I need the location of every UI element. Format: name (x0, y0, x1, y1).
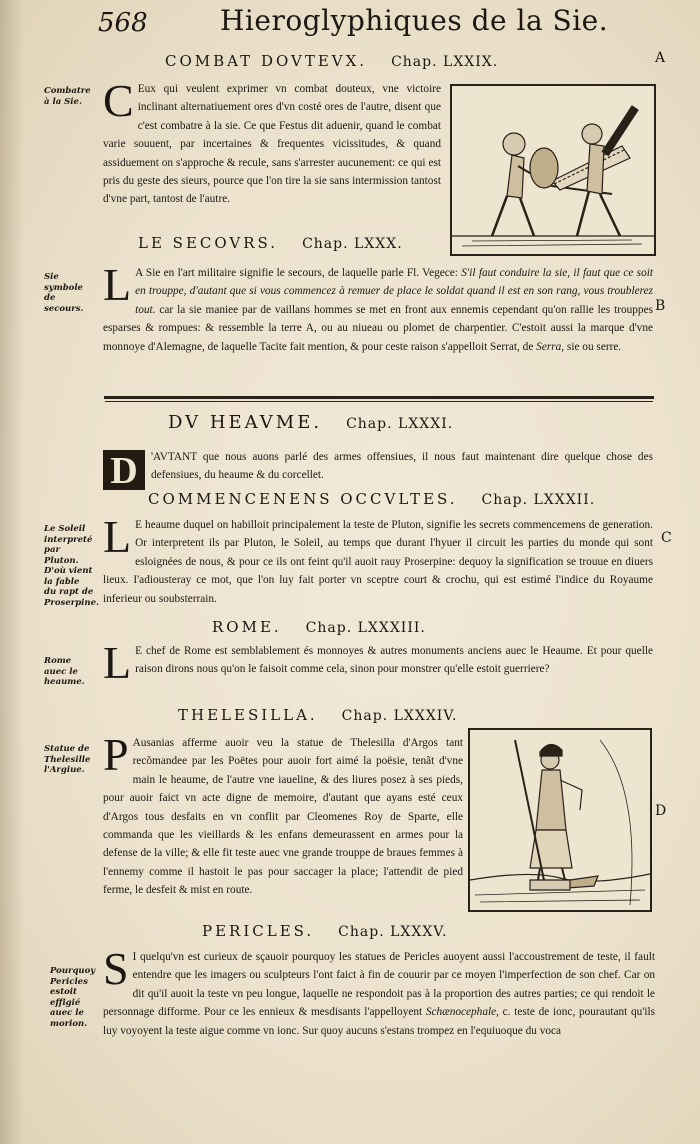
margin-note-secours: Sie symbole de secours. (44, 272, 84, 314)
paragraph-text: Eux qui veulent exprimer vn combat douteux, vne victoire inclinant alternatiuement ores d'vn costé ores de l'autre, disent que c'est combatre à la sie. Ce que Festus dit aduenir, quand le combat varie souuent, par incertaines & frequentes vicissitudes, & quand assiduement on s'approche & recule, sans s'arrester aucunement: ce qui est pris du geste des sieurs, pource que l'on tire la sie sans intermission tantost d'vne part, tantost de l'autre. (103, 83, 441, 206)
letter-mark-c: C (661, 530, 672, 546)
section-title: COMBAT DOVTEVX. (165, 52, 368, 70)
margin-note-thelesilla: Statue de Thelesille l'Argiue. (44, 744, 91, 775)
paragraph-text: E heaume duquel on habilloit principalement la teste de Pluton, signifie les secrets commencemens de generation. Or interpretent ils par Pluton, le Soleil, au temps que durant l'hyuer il circuit les parties du monde qui sont esloignées de nous, & pour ce ils ont feint qu'il auoit rauy Proserpine: dequoy la signification se trouue en diuers lieux. I'adiousteray ce mot, que l'on luy fait porter vn sceptre court & crochu, qui est estimé l'indice du Royaume inferieur ou soubsterrain. (103, 519, 653, 605)
paragraph-text: Ausanias afferme auoir veu la statue de Thelesilla d'Argos tant recõmandee par les Poëtes pour auoir fort aimé la poësie, tenãt d'vne main le heaume, de l'autre vne iaueline, & des liures posez à ses pieds, pour auoir faict vn acte digne de memoire, d'autant que ayans esté ceux d'Argos tous desfaits en vn conflit par Cleomenes Roy de Sparte, elle commanda que les vieillards & les enfans demeurassent en armes pour la defense de la ville; & elle fit teste auec vne grande trouppe de braues femmes à l'ennemy comme il hastoit le pas pour saccager la place; l'attendit de pied ferme, le desfeit & mist en route. (103, 737, 463, 897)
paragraph-text-2: , c. teste de ionc, pourautant qu'ils luy voyoyent la teste aigue comme vn ionc. Sur quoy aucuns s'estans trompez en l'equiuoque du voca (103, 1006, 655, 1037)
section-title: ROME. (212, 618, 282, 636)
drop-cap: P (103, 729, 129, 780)
section-title: LE SECOVRS. (138, 234, 279, 252)
chapter-number: Chap. LXXXIII. (305, 620, 426, 636)
drop-cap: S (103, 943, 129, 994)
paragraph-term: Schænocephale (425, 1006, 497, 1019)
margin-note-commencemens: Le Soleil interpreté par Pluton. D'où vient la fable du rapt de Proserpine. (44, 524, 99, 608)
drop-cap: L (103, 511, 132, 562)
margin-note-pericles: Pourquoy Pericles estoit effigié auec le morion. (50, 966, 96, 1029)
page-gutter-shadow (0, 0, 24, 1144)
paragraph-heaume (103, 448, 653, 490)
running-title: Hieroglyphiques de la Sie. (220, 4, 609, 37)
drop-cap: L (103, 637, 132, 688)
letter-mark-d: D (655, 803, 667, 819)
section-heading-commencemens (148, 490, 595, 508)
paragraph-text-3: , sie ou serre. (561, 340, 622, 353)
woodcut-saw-combat-icon (450, 84, 656, 256)
paragraph-text: E chef de Rome est semblablement és monnoyes & autres monuments anciens auec le Heaume. Et pour quelle raison dirons nous qu'on le faisoit comme cela, sinon pour monstrer qu'elle estoit guerriere? (135, 645, 653, 676)
section-heading-secours (138, 234, 403, 252)
section-heading-combat (165, 52, 498, 70)
paragraph-thelesilla (103, 729, 463, 900)
paragraph-rome (103, 637, 653, 688)
chapter-number: Chap. LXXIX. (391, 54, 499, 70)
paragraph-pericles (103, 943, 655, 1040)
section-title: COMMENCENENS OCCVLTES. (148, 490, 458, 508)
section-title: DV HEAVME. (168, 412, 323, 433)
ornamental-drop-cap: D (103, 450, 145, 490)
paragraph-term: Serra (536, 340, 562, 353)
page-number: 568 (98, 8, 148, 38)
chapter-number: Chap. LXXX. (302, 236, 403, 252)
section-heading-thelesilla (178, 706, 457, 724)
section-divider (104, 396, 654, 399)
letter-mark-b: B (655, 298, 666, 314)
section-heading-rome (212, 618, 426, 636)
margin-note-rome: Rome auec le heaume. (44, 656, 85, 687)
paragraph-combat (103, 75, 441, 209)
section-title: THELESILLA. (178, 706, 318, 724)
chapter-number: Chap. LXXXI. (346, 416, 454, 432)
section-heading-pericles (202, 922, 447, 940)
paragraph-text-2: car la sie maniee par de vaillans hommes se met en front aux ennemis cependant qu'on rallie les trouppes esparses & rompues: & ressemble la terre A, ou au niueau ou plomet de charpentier. C'estoit aussi la marque d'vne monnoye d'Alemagne, de laquelle Tacite fait mention, & pour ceste raison s'appelloit Serrat, de (103, 303, 653, 353)
woodcut-thelesilla-statue-icon (468, 728, 652, 912)
section-heading-heaume (168, 412, 453, 433)
chapter-number: Chap. LXXXV. (338, 924, 448, 940)
paragraph-commencemens (103, 511, 653, 608)
letter-mark-a: A (655, 50, 666, 66)
paragraph-text-1: I quelqu'vn est curieux de sçauoir pourquoy les statues de Pericles auoyent aussi l'accoustrement de teste, il fault entendre que les imagers ou sculpteurs l'ont faict à fin de couurir par ce moyen l'imperfection de son chef. Car on dit qu'il auoit la teste vn peu longue, laquelle ne respondoit pas à la proportion des autres parties; ce qui rendoit le personnage difforme. Pour ce les ennieux & mesdisants l'appelloyent (103, 951, 655, 1019)
paragraph-text-1: A Sie en l'art militaire signifie le secours, de laquelle parle Fl. Vegece: (135, 267, 462, 279)
margin-note-combat: Combatre à la Sie. (44, 86, 91, 107)
paragraph-quote: S'il faut conduire la sie, il faut que ce soit en trouppe, d'autant que si vous commencez à remuer de place le soldat quand il est en son rang, vous troublerez tout. (135, 267, 654, 316)
paragraph-secours (103, 259, 654, 356)
chapter-number: Chap. LXXXII. (481, 492, 596, 508)
paragraph-text: 'AVTANT que nous auons parlé des armes offensiues, il nous faut maintenant dire quelque chose des defensiues, du heaume & du corcellet. (151, 451, 653, 482)
drop-cap: C (103, 75, 134, 126)
drop-cap: L (103, 259, 132, 310)
section-title: PERICLES. (202, 922, 315, 940)
chapter-number: Chap. LXXXIV. (341, 708, 458, 724)
